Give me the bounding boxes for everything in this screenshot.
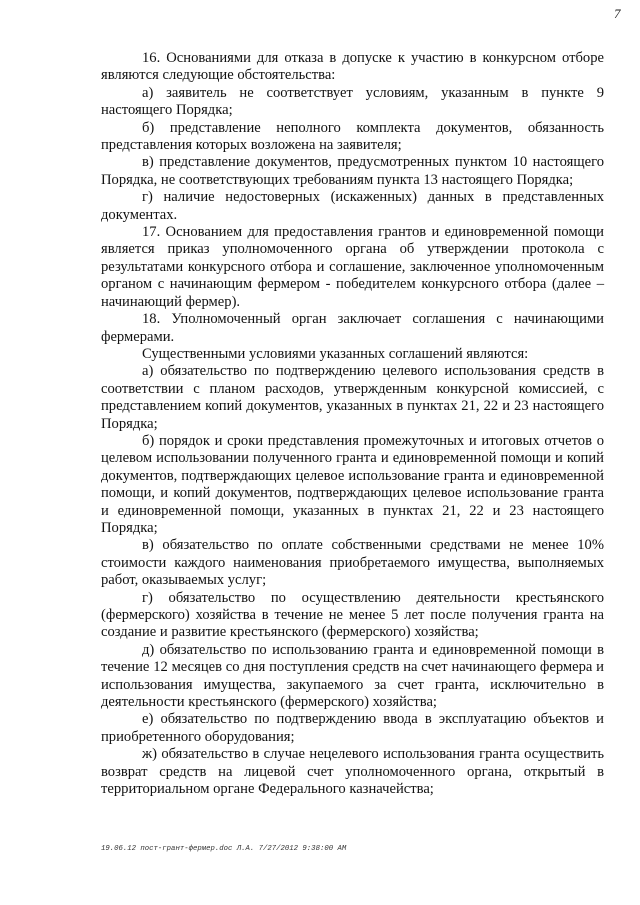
paragraph-16-b: б) представление неполного комплекта документов, обязанность представления которых возложена на заявителя; <box>101 119 604 154</box>
paragraph-condition-zh: ж) обязательство в случае нецелевого использования гранта осуществить возврат средств на лицевой счет уполномоченного органа, открытый в территориальном органе Федерального казначейства; <box>101 746 604 798</box>
paragraph-17: 17. Основанием для предоставления грантов и единовременной помощи является приказ уполномоченного органа об утверждении протокола с результатами конкурсного отбора и соглашение, заключенное уполномоченным органом с начинающим фермером - победителем конкурсного отбора (далее – начинающий фермер). <box>101 224 604 310</box>
paragraph-18: 18. Уполномоченный орган заключает соглашения с начинающими фермерами. <box>101 311 604 345</box>
paragraph-condition-g: г) обязательство по осуществлению деятельности крестьянского (фермерского) хозяйства в течение не менее 5 лет после получения гранта на создание и развитие крестьянского (фермерского) хозяйства; <box>101 589 604 641</box>
paragraph-condition-d: д) обязательство по использованию гранта и единовременной помощи в течение 12 месяцев со дня поступления средств на счет начинающего фермера и использования имущества, закупаемого за счет гранта, исключительно в деятельности крестьянского (фермерского) хозяйства; <box>101 641 604 711</box>
document-body <box>101 50 604 798</box>
paragraph-16: 16. Основаниями для отказа в допуске к участию в конкурсном отборе являются следующие обстоятельства: <box>101 50 604 84</box>
paragraph-condition-e: е) обязательство по подтверждению ввода в эксплуатацию объектов и приобретенного оборудования; <box>101 711 604 745</box>
document-footer: 19.06.12 пост-грант-фермер.doc Л.А. 7/27/2012 9:38:00 AM <box>101 845 347 853</box>
page-number: 7 <box>614 6 621 21</box>
paragraph-condition-v: в) обязательство по оплате собственными средствами не менее 10% стоимости каждого наименования приобретаемого имущества, выполняемых работ, оказываемых услуг; <box>101 537 604 589</box>
paragraph-condition-b: б) порядок и сроки представления промежуточных и итоговых отчетов о целевом использовании полученного гранта и единовременной помощи и копий документов, подтверждающих целевое использование гранта и единовременной помощи, и копий документов, подтверждающих целевое использование гранта и единовременной помощи, указанных в пунктах 21, 22 и 23 настоящего Порядка; <box>101 432 604 536</box>
paragraph-conditions-intro: Существенными условиями указанных соглашений являются: <box>142 345 529 362</box>
paragraph-16-v: в) представление документов, предусмотренных пунктом 10 настоящего Порядка, не соответствующих требованиям пункта 13 настоящего Порядка; <box>101 154 604 188</box>
paragraph-16-g: г) наличие недостоверных (искаженных) данных в представленных документах. <box>101 189 604 223</box>
paragraph-16-a: а) заявитель не соответствует условиям, указанным в пункте 9 настоящего Порядка; <box>101 84 604 119</box>
paragraph-condition-a: а) обязательство по подтверждению целевого использования средств в соответствии с планом расходов, утвержденным конкурсной комиссией, с представлением копий документов, указанных в пунктах 21, 22 и 23 настоящего Порядка; <box>101 363 604 432</box>
